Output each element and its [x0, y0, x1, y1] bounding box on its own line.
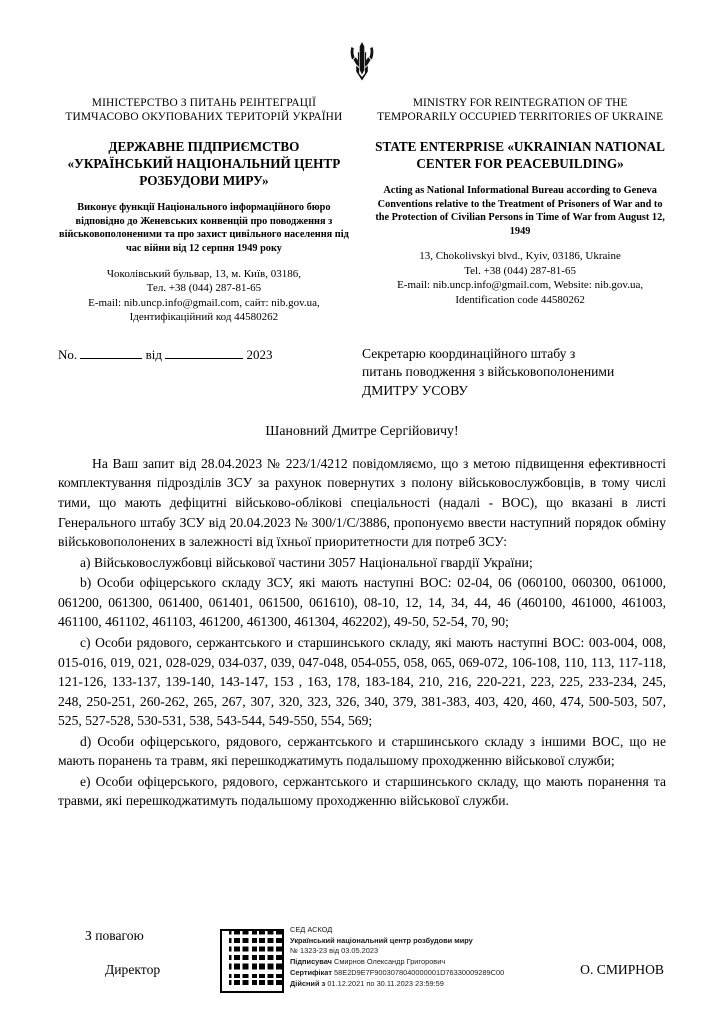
addressee-name: ДМИТРУ УСОВУ — [362, 383, 468, 399]
number-label: No. — [58, 346, 78, 362]
body-item-c: с) Особи рядового, сержантського и старшинського складу, які мають наступні ВОС: 003-004, 008, 015-016, 019, 021, 028-029, 034-037, 039, 047-048, 054-055, 058, 065, 069-072, 106-108, 110, 113, 117-118, 121-126, 133-137, 139-140, 143-147, 153 , 163, 178, 183-184, 210, 216, 220-221, 223, 225, 233-234, 245, 248, 250-251, 260-262, 265, 267, 307, 320, 323, 326, 340, 379, 381-383, 403, 420, 460, 474, 500-503, 507, 525, 527-528, 530-531, 538, 543-544, 549-550, 554, 569; — [58, 634, 666, 729]
emblem-container — [58, 40, 666, 91]
signer-name: О. СМИРНОВ — [580, 962, 664, 977]
closing-phrase: З повагою — [85, 928, 144, 943]
enterprise-name-uk: ДЕРЖАВНЕ ПІДПРИЄМСТВО «УКРАЇНСЬКИЙ НАЦІОНАЛЬНИЙ ЦЕНТР РОЗБУДОВИ МИРУ» — [67, 138, 341, 189]
letterhead — [58, 97, 666, 325]
edms-system-name: СЕД АСКОД — [290, 925, 333, 934]
number-blank-line — [80, 347, 142, 359]
ministry-name-uk: МІНІСТЕРСТВО З ПИТАНЬ РЕІНТЕГРАЦІЇ ТИМЧАСОВО ОКУПОВАНИХ ТЕРИТОРІЙ УКРАЇНИ — [65, 97, 343, 123]
date-blank-line — [165, 347, 243, 359]
edms-valid-from: 01.12.2021 — [327, 978, 365, 988]
edms-signer-row — [290, 957, 504, 968]
edms-validity-row — [290, 979, 504, 990]
year-value: 2023 — [246, 346, 273, 362]
date-label: від — [145, 346, 163, 362]
email-line-uk: E-mail: nib.uncp.info@gmail.com, сайт: nib.gov.ua, — [88, 296, 320, 309]
electronic-signature-details — [290, 924, 504, 989]
email-line-en: E-mail: nib.uncp.info@gmail.com, Website: nib.gov.ua, — [397, 279, 644, 292]
enterprise-name-en: STATE ENTERPRISE «UKRAINIAN NATIONAL CENTER FOR PEACEBUILDING» — [375, 138, 665, 171]
body-paragraph-intro: На Ваш запит від 28.04.2023 № 223/1/4212 повідомляємо, що з метою підвищення ефективності комплектування підрозділів ЗСУ за рахунок повернутих з полону військовослужбовців, в тому числі тими, що мають дефіцитні військово-облікові спеціальності (надалі - ВОС), що вказані в листі Генерального штабу ЗСУ від 20.04.2023 № 300/1/С/3886, пропонуємо ввести наступний порядок обміну військовополонених в залежності від їхньої приоритетности для потреб ЗСУ: — [58, 455, 666, 550]
edms-valid-to: 30.11.2023 23:59:59 — [376, 978, 444, 988]
body-item-a: а) Військовослужбовці військової частини 3057 Національної гвардії України; — [80, 554, 533, 570]
letterhead-column-uk — [58, 97, 350, 325]
body-item-d: d) Особи офіцерського, рядового, сержантського и старшинського складу з іншими ВОС, що не мають поранень та травм, які перешкоджатимуть подальшому проходженню військової служби; — [58, 733, 666, 769]
contact-block-en — [374, 249, 666, 307]
contact-block-uk — [58, 267, 350, 325]
ministry-name-en: MINISTRY FOR REINTEGRATION OF THE TEMPORARILY OCCUPIED TERRITORIES OF UKRAINE — [377, 97, 664, 123]
ukraine-trident-coat-of-arms-icon — [344, 40, 380, 86]
document-reference — [58, 345, 344, 363]
electronic-signature-stamp — [220, 924, 504, 993]
edms-organization: Український національний центр розбудови миру — [290, 935, 473, 945]
letterhead-column-en — [374, 97, 666, 308]
edms-valid-label: Дійсний з — [290, 978, 326, 988]
edms-valid-to-label: по — [366, 978, 375, 988]
phone-line-en: Tel. +38 (044) 287-81-65 — [464, 264, 576, 277]
address-line-en: 13, Chokolivskyi blvd., Kyiv, 03186, Ukraine — [419, 250, 621, 263]
body-item-b: b) Особи офіцерського складу ЗСУ, які мають наступні ВОС: 02-04, 06 (060100, 060300, 061000, 061200, 061300, 061400, 061401, 061500, 061610), 08-10, 12, 14, 34, 44, 46 (460100, 461000, 461003, 461100, 461102, 461103, 461200, 461300, 461304, 462202), 49-50, 52-54, 70, 90; — [58, 575, 666, 630]
identification-code-uk: Ідентифікаційний код 44580262 — [129, 311, 279, 324]
edms-signer-label: Підписувач — [290, 957, 332, 967]
salutation: Шановний Дмитре Сергійовичу! — [265, 422, 459, 438]
addressee-line-2: питань поводження з військовополоненими — [362, 364, 615, 380]
signature-block — [58, 924, 666, 1010]
signer-position: Директор — [105, 962, 161, 977]
edms-certificate-label: Сертифікат — [290, 967, 332, 977]
edms-signer-name: Смирнов Олександр Григорович — [334, 957, 446, 967]
body-item-e: е) Особи офіцерського, рядового, сержантського и старшинського складу, що мають поранення та травми, які перешкоджатимуть подальшому проходженню військової служби. — [58, 773, 666, 809]
identification-code-en: Identification code 44580262 — [455, 293, 585, 306]
qr-code-icon — [220, 929, 284, 993]
function-statement-uk: Виконує функції Національного інформаційного бюро відповідно до Женевських конвенцій про поводження з військовополоненими та про захист цивільного населення під час війни від 12 серпня 1949 року — [59, 202, 349, 255]
reference-and-addressee-row — [58, 345, 666, 401]
letter-body — [58, 454, 666, 811]
edms-certificate-row — [290, 968, 504, 979]
edms-certificate-value: 58E2D9E7F9003078040000001D76330009289C00 — [334, 967, 505, 977]
address-line-uk: Чоколівський бульвар, 13, м. Київ, 03186, — [106, 267, 301, 280]
edms-document-number: № 1323-23 від 03.05.2023 — [290, 946, 379, 956]
addressee-block — [362, 345, 666, 401]
addressee-line-1: Секретарю координаційного штабу з — [362, 345, 576, 361]
phone-line-uk: Тел. +38 (044) 287-81-65 — [146, 282, 262, 295]
function-statement-en: Acting as National Informational Bureau according to Geneva Conventions relative to the Treatment of Prisoners of War and to the Protection of Civilian Persons in Time of War from August 12, 1949 — [375, 185, 665, 237]
